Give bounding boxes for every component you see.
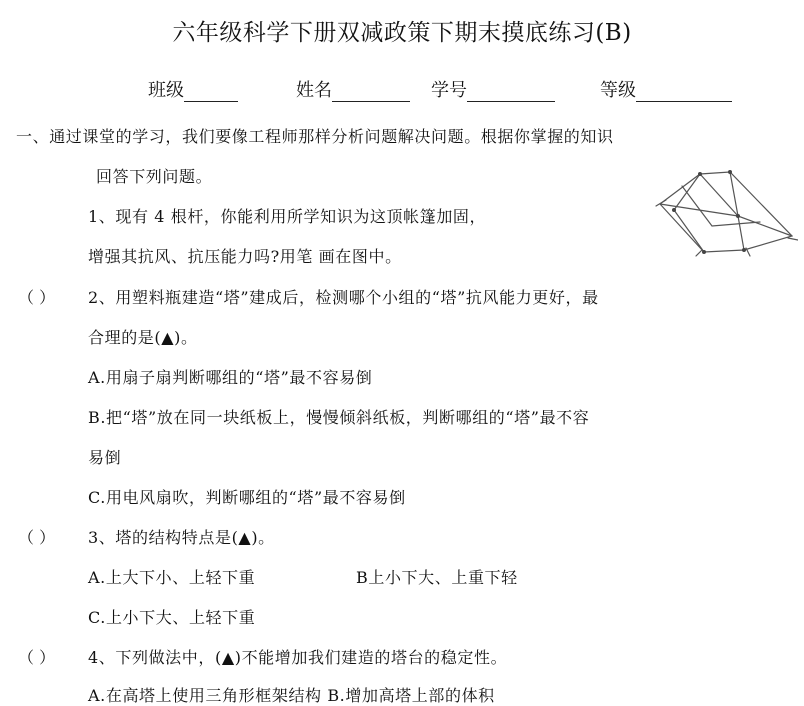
q2-option-a: A.用扇子扇判断哪组的“塔”最不容易倒 <box>88 368 373 387</box>
number-label: 学号 <box>431 80 467 101</box>
q2-option-b-line1: B.把“塔”放在同一块纸板上，慢慢倾斜纸板，判断哪组的“塔”最不容 <box>88 408 590 427</box>
q2-line2: 合理的是(▲)。 <box>88 328 198 347</box>
q1-line2: 增强其抗风、抗压能力吗?用笔 画在图中。 <box>88 247 402 266</box>
section-heading: 一、通过课堂的学习，我们要像工程师那样分析问题解决问题。根据你掌握的知识 <box>16 127 614 146</box>
class-field <box>148 76 238 102</box>
q4-answer-paren[interactable]: （ ） <box>18 648 56 667</box>
class-label: 班级 <box>148 80 184 101</box>
page-title: 六年级科学下册双减政策下期末摸底练习(B) <box>172 20 632 46</box>
class-blank[interactable] <box>184 81 238 102</box>
section-heading-cont: 回答下列问题。 <box>96 167 213 186</box>
grade-field <box>600 76 732 102</box>
q1-line1: 1、现有 4 根杆，你能利用所学知识为这顶帐篷加固， <box>88 207 487 226</box>
q3-answer-paren[interactable]: （ ） <box>18 528 56 547</box>
name-label: 姓名 <box>296 80 332 101</box>
q2-line1: 2、用塑料瓶建造“塔”建成后，检测哪个小组的“塔”抗风能力更好，最 <box>88 288 599 307</box>
grade-blank[interactable] <box>636 81 732 102</box>
q2-option-c: C.用电风扇吹，判断哪组的“塔”最不容易倒 <box>88 488 406 507</box>
q2-answer-paren[interactable]: （ ） <box>18 288 56 307</box>
q3-option-c: C.上小下大、上轻下重 <box>88 608 256 627</box>
q3-line: 3、塔的结构特点是(▲)。 <box>88 528 275 547</box>
grade-label: 等级 <box>600 80 636 101</box>
number-blank[interactable] <box>467 81 555 102</box>
number-field <box>431 76 555 102</box>
q3-option-a: A.上大下小、上轻下重 <box>88 568 256 587</box>
q4-options: A.在高塔上使用三角形框架结构 B.增加高塔上部的体积 <box>88 686 495 705</box>
name-field <box>296 76 410 102</box>
q4-line: 4、下列做法中，(▲)不能增加我们建造的塔台的稳定性。 <box>88 648 508 667</box>
q3-option-b: B上小下大、上重下轻 <box>356 568 518 587</box>
tent-frame-sketch-icon <box>652 166 798 258</box>
name-blank[interactable] <box>332 81 410 102</box>
q2-option-b-line2: 易倒 <box>88 448 122 467</box>
